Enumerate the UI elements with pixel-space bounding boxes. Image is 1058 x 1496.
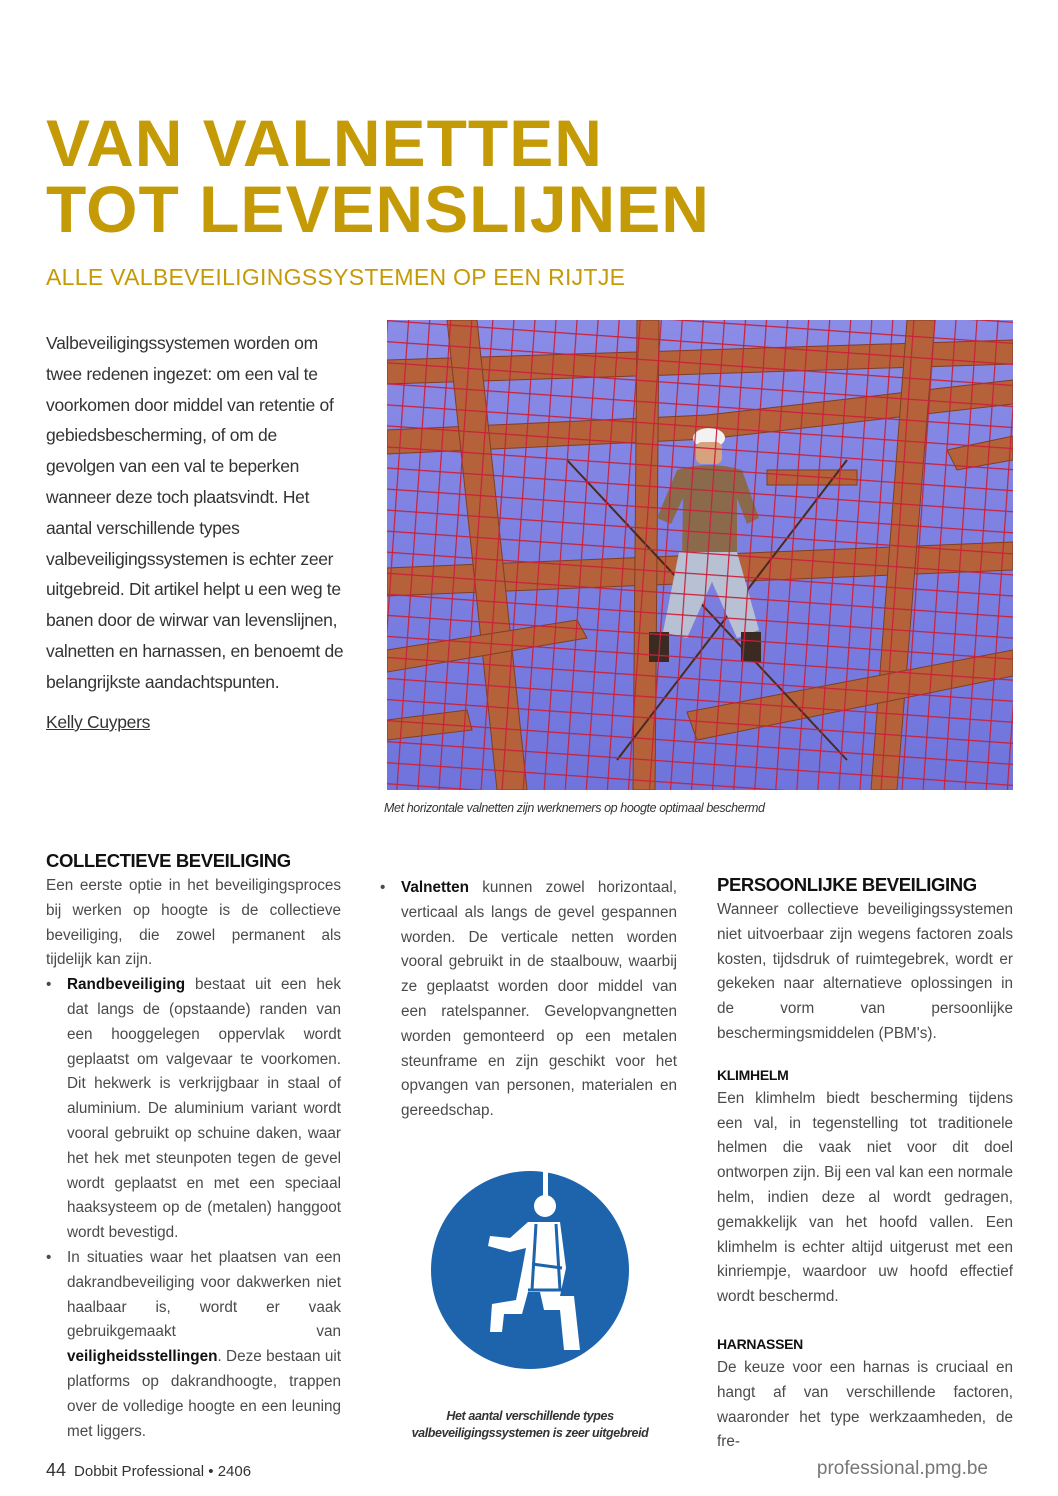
title-line-1: VAN VALNETTEN [46, 106, 603, 180]
valnetten-list [380, 876, 677, 1124]
harnassen-text: De keuze voor een harnas is cruciaal en hangt af van verschillende factoren, waaronder het type werkzaamheden, de fre- [717, 1358, 1013, 1451]
term-veiligheidsstellingen: veiligheidsstellingen [67, 1348, 218, 1366]
author-link[interactable]: Kelly Cuypers [46, 712, 151, 732]
page-number: 44 [46, 1460, 67, 1480]
term-randbeveiliging: Randbeveiliging [67, 976, 186, 994]
item-text: bestaat uit een hek dat langs de (opstaande) randen van een hooggelegen oppervlak wordt geplaatst om valgevaar te voorkomen. Dit hekwerk is verkrijgbaar in staal of aluminium. De aluminium variant wordt vooral gebruikt op schuine daken, waar het hek met steunpoten tegen de gevel wordt geplaatst en met een speciaal haaksysteem op de (metalen) hanggoot wordt bevestigd. [67, 976, 341, 1242]
list-item [46, 1246, 341, 1444]
sign-caption [396, 1408, 664, 1442]
photo-caption: Met horizontale valnetten zijn werknemers op hoogte optimaal beschermd [384, 801, 765, 815]
bullet-icon: • [46, 1248, 52, 1266]
item-text: . Deze bestaan uit platforms op dakrandhoogte, trappen over de volledige hoogte en een leuning met liggers. [67, 1348, 341, 1440]
website-link[interactable]: professional.pmg.be [816, 1458, 988, 1479]
item-text: kunnen zowel horizontaal, verticaal als langs de gevel gespannen worden. De verticale netten worden vooral gebruikt in de staalbouw, waarbij ze geplaatst worden door middel van een ratelspanner. Gevelopvangnetten worden gemonteerd op een metalen steunframe en zijn geschikt voor het opvangen van personen, materialen en gereedschap. [401, 879, 677, 1120]
intro-paragraph: Valbeveiligingssystemen worden om twee redenen ingezet: om een val te voorkomen door middel van retentie of gebiedsbescherming, of om de gevolgen van een val te beperken wanneer deze toch plaatsvindt. Het aantal verschillende types valbeveiligingssystemen is echter zeer uitgebreid. Dit artikel helpt u een weg te banen door de wirwar van levenslijnen, valnetten en harnassen, en benoemt de belangrijkste aandachtspunten. [46, 333, 344, 692]
item-text: In situaties waar het plaatsen van een dakrandbeveiliging voor dakwerken niet haalbaar is, wordt er vaak gebruikgemaakt van [67, 1248, 341, 1341]
collective-intro: Een eerste optie in het beveiligingsproces bij werken op hoogte is de collectieve beveiliging, die zowel permanent als tijdelijk kan zijn. [46, 877, 341, 969]
collective-heading: COLLECTIEVE BEVEILIGING [46, 850, 291, 871]
personal-intro: Wanneer collectieve beveiligingssystemen niet uitvoerbaar zijn wegens factoren zoals kosten, tijdsdruk of ruimtegebrek, wordt er gekeken naar alternatieve oplossingen in de vorm van persoonlijke beschermingsmiddelen (PBM's). [717, 901, 1013, 1042]
title-line-2: TOT LEVENSLIJNEN [46, 172, 710, 246]
term-valnetten: Valnetten [401, 879, 470, 896]
footer-publication [46, 1460, 251, 1481]
article-title [46, 106, 746, 246]
list-item [46, 973, 341, 1246]
column-valnetten [380, 876, 677, 1124]
column-personal [717, 872, 1013, 1455]
safety-net-photo [387, 320, 1013, 790]
article-subtitle: ALLE VALBEVEILIGINGSSYSTEMEN OP EEN RIJTJE [46, 264, 626, 290]
collective-list [46, 973, 341, 1444]
bullet-icon: • [46, 976, 52, 994]
publication-name: Dobbit Professional • 2406 [74, 1463, 252, 1480]
personal-heading: PERSOONLIJKE BEVEILIGING [717, 874, 977, 895]
sign-caption-line-2: valbeveiligingssystemen is zeer uitgebreid [411, 1426, 649, 1440]
column-collective [46, 848, 341, 1444]
harnassen-heading: HARNASSEN [717, 1335, 803, 1352]
harness-mandatory-sign-icon [424, 1164, 636, 1376]
klimhelm-text: Een klimhelm biedt bescherming tijdens een val, in tegenstelling tot traditionele helmen die vaak niet voor dit doel ontworpen zijn. Bij een val kan een normale helm, indien deze al wordt gedragen, gemakkelijk van het hoofd vallen. Een klimhelm is echter altijd uitgerust met een kinriempje, waardoor uw hoofd effectief wordt beschermd. [717, 1089, 1013, 1306]
klimhelm-heading: KLIMHELM [717, 1066, 789, 1083]
bullet-icon: • [380, 879, 386, 896]
list-item [380, 876, 677, 1124]
sign-caption-line-1: Het aantal verschillende types [446, 1409, 614, 1423]
